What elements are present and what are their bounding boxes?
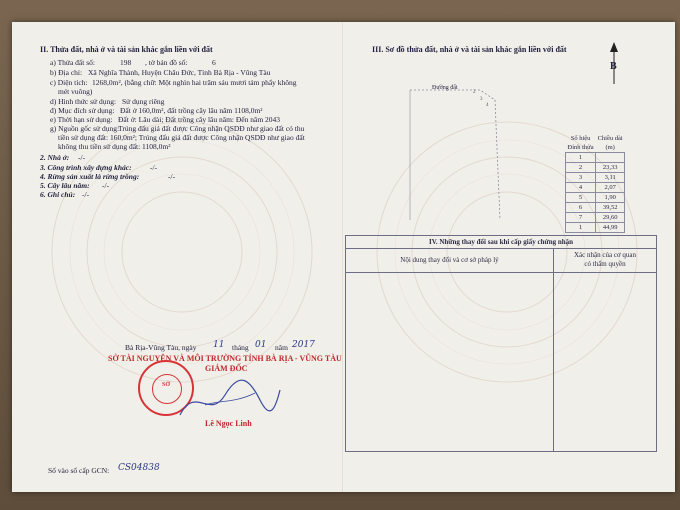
signer-name: Lê Ngọc Linh xyxy=(205,419,252,428)
item-forest-label: 4. Rừng sản xuất là rừng trồng: xyxy=(40,172,140,181)
sign-day: 11 xyxy=(213,340,225,350)
row-len: 23,33 xyxy=(596,163,625,173)
signature-scribble xyxy=(175,375,285,425)
field-usage-form-value: Sử dụng riêng xyxy=(122,97,165,106)
table-row xyxy=(566,153,625,163)
field-origin-cont2: không thu tiền sử dụng đất: 1108,0m² xyxy=(58,142,171,151)
svg-text:2: 2 xyxy=(473,90,476,95)
gcn-value: CS04838 xyxy=(118,463,160,473)
row-len xyxy=(596,153,625,163)
changes-col2-header xyxy=(554,248,656,273)
field-address-value: Xã Nghĩa Thành, Huyện Châu Đức, Tỉnh Bà Rịa - Vũng Tàu xyxy=(88,68,271,77)
table-row xyxy=(566,183,625,193)
field-parcel-value: 198 xyxy=(120,58,132,67)
field-parcel-label: a) Thửa đất số: xyxy=(50,58,95,67)
sign-place: Bà Rịa-Vũng Tàu, ngày xyxy=(125,343,197,352)
table-row xyxy=(566,193,625,203)
changes-table xyxy=(345,235,657,452)
table-row xyxy=(566,163,625,173)
item-house-value: -/- xyxy=(78,153,86,162)
field-address-label: b) Địa chỉ: xyxy=(50,68,83,77)
svg-text:3: 3 xyxy=(480,97,483,102)
row-len: 1,90 xyxy=(596,193,625,203)
table-header-row xyxy=(566,134,625,143)
field-area-value: 1268,0m², (bằng chữ: Một nghìn hai trăm sáu mươi tám phẩy không xyxy=(92,78,297,87)
row-id: 1 xyxy=(566,153,596,163)
north-arrow-icon xyxy=(602,40,626,91)
field-term-value: Đất ở: Lâu dài; Đất trồng cây lâu năm: Đến năm 2043 xyxy=(118,115,281,124)
section-3-title: III. Sơ đồ thửa đất, nhà ở và tài sản khác gắn liền với đất xyxy=(372,45,567,54)
item-perennial-value: -/- xyxy=(102,181,110,190)
svg-text:4: 4 xyxy=(486,103,489,108)
row-len: 3,11 xyxy=(596,173,625,183)
table-row xyxy=(566,173,625,183)
row-len: 2,07 xyxy=(596,183,625,193)
sign-month-label: tháng xyxy=(232,343,249,352)
field-usage-form-label: d) Hình thức sử dụng: xyxy=(50,97,117,106)
field-purpose-label: đ) Mục đích sử dụng: xyxy=(50,106,115,115)
item-construction-value: -/- xyxy=(150,163,158,172)
table-row xyxy=(566,223,625,233)
north-label: B xyxy=(610,61,617,72)
row-len: 44,99 xyxy=(596,223,625,233)
changes-content-column xyxy=(346,248,554,451)
sign-year-label: năm xyxy=(275,343,288,352)
row-len: 39,52 xyxy=(596,203,625,213)
item-construction-label: 3. Công trình xây dựng khác: xyxy=(40,163,132,172)
item-perennial-label: 5. Cây lâu năm: xyxy=(40,181,90,190)
issuing-agency: SỞ TÀI NGUYÊN VÀ MÔI TRƯỜNG TỈNH BÀ RỊA - VŨNG TÀU xyxy=(108,354,342,363)
sign-month: 01 xyxy=(255,340,267,350)
signer-role: GIÁM ĐỐC xyxy=(205,364,248,373)
field-purpose-value: Đất ở 160,0m², đất trồng cây lâu năm 1108,0m² xyxy=(120,106,263,115)
table-subheader-row xyxy=(566,143,625,153)
subheader-id: Đỉnh thửa xyxy=(567,144,594,151)
item-forest-value: -/- xyxy=(168,172,176,181)
seal-text: SỞ xyxy=(161,382,170,388)
changes-col2-line1: Xác nhận của cơ quan xyxy=(573,251,636,259)
road-label: Đường đất xyxy=(432,85,458,91)
field-area-cont: mét vuông) xyxy=(58,87,93,96)
header-len: Chiều dài xyxy=(597,135,623,142)
field-term-label: e) Thời hạn sử dụng: xyxy=(50,115,113,124)
section-2-title: II. Thửa đất, nhà ở và tài sản khác gắn liền với đất xyxy=(40,45,213,54)
row-id: 6 xyxy=(566,203,596,213)
changes-title: IV. Những thay đổi sau khi cấp giấy chứng nhận xyxy=(346,236,656,249)
row-id: 5 xyxy=(566,193,596,203)
item-notes-value: -/- xyxy=(82,190,90,199)
changes-col2-line2: có thẩm quyền xyxy=(584,260,626,268)
row-id: 1 xyxy=(566,223,596,233)
row-id: 4 xyxy=(566,183,596,193)
edge-length-table xyxy=(565,134,625,233)
field-origin-label: g) Nguồn gốc sử dụng: xyxy=(50,124,120,133)
row-id: 2 xyxy=(566,163,596,173)
row-id: 7 xyxy=(566,213,596,223)
subheader-len: (m) xyxy=(605,144,615,151)
item-house-label: 2. Nhà ở: xyxy=(40,153,70,162)
field-map-value: 6 xyxy=(212,58,216,67)
header-id: Số hiệu xyxy=(570,135,591,142)
field-origin-value: Trúng đấu giá đất được Công nhận QSDĐ như giao đất có thu xyxy=(118,124,305,133)
changes-col1-header: Nội dung thay đổi và cơ sở pháp lý xyxy=(346,248,553,273)
field-map-label: , tờ bản đồ số: xyxy=(145,58,188,67)
item-notes-label: 6. Ghi chú: xyxy=(40,190,76,199)
sign-year: 2017 xyxy=(292,340,315,350)
table-row xyxy=(566,213,625,223)
gcn-label: Số vào sổ cấp GCN: xyxy=(48,466,110,475)
row-len: 29,60 xyxy=(596,213,625,223)
field-area-label: c) Diện tích: xyxy=(50,78,88,87)
table-row xyxy=(566,203,625,213)
row-id: 3 xyxy=(566,173,596,183)
field-origin-cont: tiền sử dụng đất: 160,0m²; Trúng đấu giá đất được Công nhận QSDĐ như giao đất xyxy=(58,133,305,142)
